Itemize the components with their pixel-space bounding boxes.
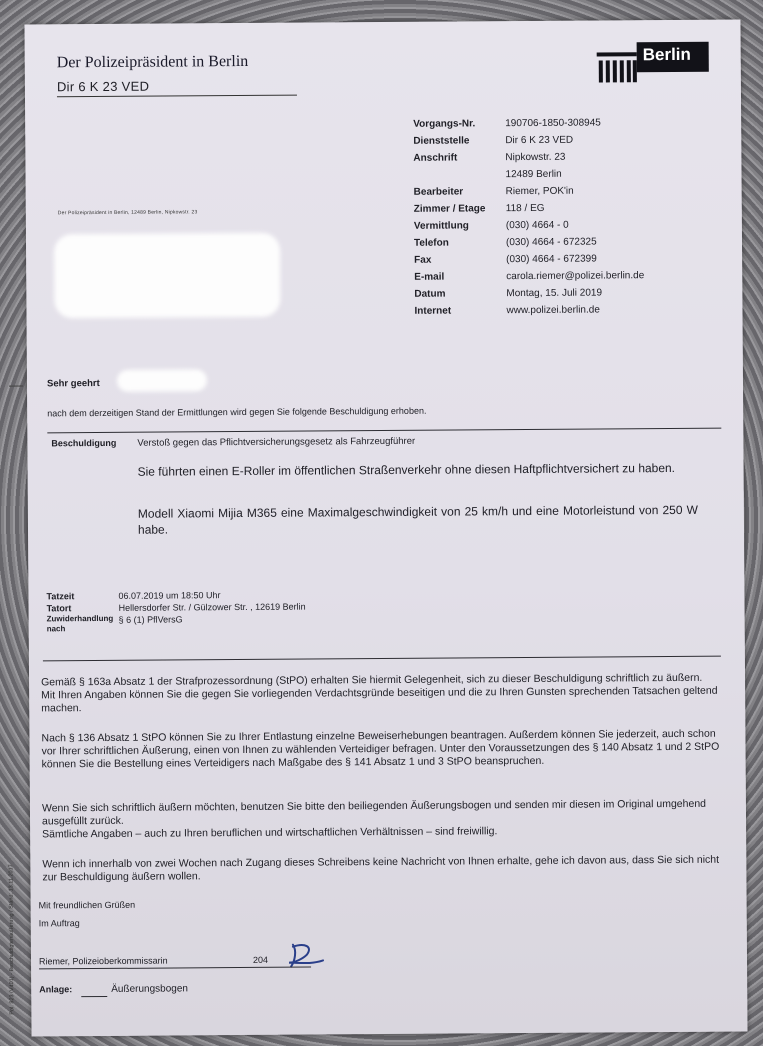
paragraph-voluntary: Sämtliche Angaben – auch zu Ihren beruflichen und wirtschaftlichen Verhältnissen – sind freiwillig. <box>42 825 498 841</box>
letter-document <box>8 20 747 1037</box>
closing-im-auftrag: Im Auftrag <box>38 918 80 929</box>
redacted-address <box>54 233 281 319</box>
offence-details <box>46 589 305 635</box>
info-row: Bearbeiter Riemer, POK'in <box>413 185 574 198</box>
brandenburg-gate-icon <box>597 52 639 82</box>
info-row: Internet www.polizei.berlin.de <box>414 304 600 317</box>
info-row: Datum Montag, 15. Juli 2019 <box>414 287 603 300</box>
signature-line <box>39 967 311 970</box>
info-row: Anschrift Nipkowstr. 23 <box>413 151 566 164</box>
accusation-text-1: Sie führten einen E-Roller im öffentlichen Straßenverkehr ohne diesen Haftpflichtversichert zu haben. <box>137 460 676 479</box>
header-underline <box>57 95 297 98</box>
form-reference: Pol. 823 (V401) - Beschuldigtenäußerung / Stand: 13.11.2017 <box>8 864 16 1015</box>
info-row: Zimmer / Etage 118 / EG <box>413 202 545 215</box>
info-row: 12489 Berlin <box>505 168 562 181</box>
case-info-block <box>413 114 644 320</box>
accusation-label: Beschuldigung <box>51 437 117 449</box>
logo-wordmark: Berlin <box>637 42 709 73</box>
paragraph-deadline: Wenn ich innerhalb von zwei Wochen nach Zugang dieses Schreibens keine Nachricht von Ihnen erhalte, gehe ich davon aus, dass Sie sich nicht zur Beschuldigung äußern wollen. <box>42 853 720 884</box>
department-code: Dir 6 K 23 VED <box>56 78 150 95</box>
info-row: Telefon (030) 4664 - 672325 <box>413 236 597 249</box>
attachment-line <box>81 996 107 997</box>
paragraph-evidence: Nach § 136 Absatz 1 StPO können Sie zu Ihrer Entlastung einzelne Beweiserhebungen beantragen. Außerdem können Sie jederzeit, auch schon vor Ihrer schriftlichen Äußerung, einen von Ihnen zu wählenden Verteidiger befragen. Unter den Voraussetzungen des § 140 Absatz 1 und 2 StPO können Sie die Bestellung eines Verteidigers nach Maßgabe des § 141 Absatz 1 und 3 StPO beanspruchen. <box>41 727 720 771</box>
fold-mark <box>9 386 23 387</box>
info-row: E-mail carola.riemer@polizei.berlin.de <box>414 270 645 283</box>
section-rule <box>43 656 721 662</box>
fact-row: Tatort Hellersdorfer Str. / Gülzower Str. , 12619 Berlin <box>46 601 306 614</box>
info-row: Vorgangs-Nr. 190706-1850-308945 <box>413 117 601 130</box>
fact-row: Zuwiderhandlung nach § 6 (1) PflVersG <box>46 613 183 634</box>
accusation-title: Verstoß gegen das Pflichtversicherungsgesetz als Fahrzeugführer <box>137 435 416 449</box>
intro-sentence: nach dem derzeitigen Stand der Ermittlungen wird gegen Sie folgende Beschuldigung erhoben. <box>47 405 427 419</box>
signer-name: Riemer, Polizeioberkommissarin <box>38 955 168 967</box>
paragraph-response: Wenn Sie sich schriftlich äußern möchten, benutzen Sie bitte den beiliegenden Äußerungsbogen und senden mir diesen im Original umgehend ausgefüllt zurück. <box>41 797 707 828</box>
fact-row: Tatzeit 06.07.2019 um 18:50 Uhr <box>46 590 221 602</box>
paragraph-rights: Gemäß § 163a Absatz 1 der Strafprozessordnung (StPO) erhalten Sie hiermit Gelegenheit, sich zu dieser Beschuldigung schriftlich zu äußern. Mit Ihren Angaben können Sie die gegen Sie vorliegenden Verdachtsgründe beseitigen und die zu Ihren Gunsten sprechenden Tatsachen geltend machen. <box>41 671 718 715</box>
sender-return-line: Der Polizeipräsident in Berlin, 12489 Berlin, Nipkowstr. 23 <box>57 209 198 217</box>
signer-number: 204 <box>252 954 269 965</box>
info-row: Dienststelle Dir 6 K 23 VED <box>413 134 574 147</box>
berlin-logo <box>597 42 709 85</box>
salutation: Sehr geehrt <box>46 377 100 390</box>
redacted-name <box>117 369 207 392</box>
authority-name: Der Polizeipräsident in Berlin <box>56 52 249 72</box>
info-row: Vermittlung (030) 4664 - 0 <box>413 219 569 232</box>
attachment-value: Äußerungsbogen <box>111 983 188 995</box>
closing-regards: Mit freundlichen Grüßen <box>38 899 136 911</box>
info-row: Fax (030) 4664 - 672399 <box>414 253 597 266</box>
attachment-label: Anlage: <box>39 984 73 995</box>
section-rule <box>47 428 721 434</box>
accusation-text-2: Modell Xiaomi Mijia M365 eine Maximalgeschwindigkeit von 25 km/h und eine Motorleistund von 250 W habe. <box>137 502 698 537</box>
